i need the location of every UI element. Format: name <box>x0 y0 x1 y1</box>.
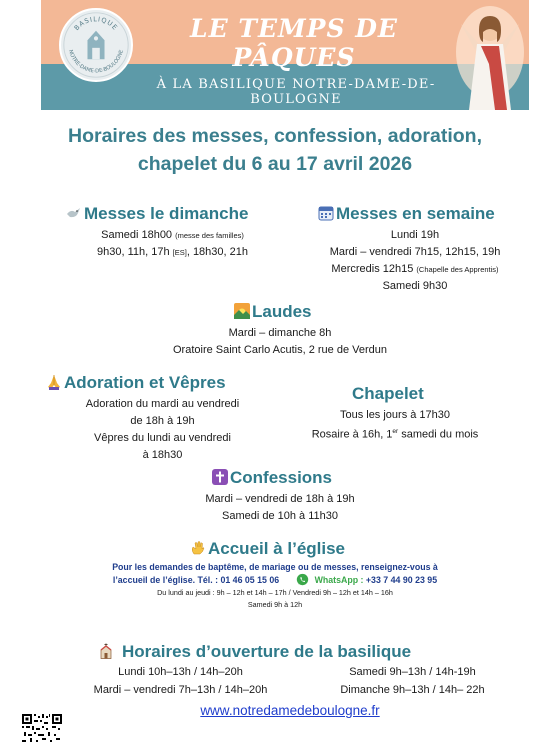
confessions-line-1: Mardi – vendredi de 18h à 19h <box>205 493 355 505</box>
ouverture-title: Horaires d’ouverture de la basilique <box>122 642 412 661</box>
svg-text:NOTRE-DAME-DE-BOULOGNE: NOTRE-DAME-DE-BOULOGNE <box>67 49 125 75</box>
calendar-icon <box>318 205 334 221</box>
church-icon <box>98 643 114 659</box>
chapelet-line-2-sup: er <box>392 428 399 435</box>
ouverture-row-2-left: Mardi – vendredi 7h–13h / 14h–20h <box>93 684 268 696</box>
messes-semaine-line-3 <box>300 261 530 278</box>
section-title-messes-semaine <box>318 204 495 224</box>
section-title-laudes <box>234 302 312 322</box>
section-title-confessions <box>212 468 332 488</box>
confessions-title: Confessions <box>230 468 333 487</box>
messes-dimanche-line-2-note: [ES] <box>172 248 187 257</box>
risen-christ-illustration <box>455 4 525 110</box>
messes-dimanche-title: Messes le dimanche <box>84 204 249 223</box>
section-title-messes-dimanche <box>66 204 248 224</box>
messes-dimanche-line-1-note: (messe des familles) <box>175 231 244 240</box>
messes-semaine-line-2: Mardi – vendredi 7h15, 12h15, 19h <box>329 246 501 258</box>
chapelet-line-2-text-b: samedi du mois <box>398 428 479 441</box>
section-title-accueil <box>190 539 345 559</box>
accueil-line-1: Pour les demandes de baptême, de mariage ou de messes, renseignez-vous à <box>112 562 438 572</box>
website-link[interactable]: www.notredamedeboulogne.fr <box>200 703 380 718</box>
adoration-line-4: à 18h30 <box>142 449 183 461</box>
ouverture-row-1-left: Lundi 10h–13h / 14h–20h <box>118 666 243 678</box>
whatsapp-icon <box>296 573 309 586</box>
messes-semaine-title: Messes en semaine <box>336 204 495 223</box>
cross-icon <box>212 469 228 485</box>
section-title-adoration <box>46 373 226 393</box>
messes-dimanche-line-1 <box>60 227 285 244</box>
adoration-line-2: de 18h à 19h <box>130 415 195 427</box>
chapelet-line-2 <box>290 424 500 443</box>
messes-semaine-line-3-note: (Chapelle des Apprentis) <box>416 265 499 274</box>
confessions-line-2: Samedi de 10h à 11h30 <box>222 510 338 522</box>
laudes-title: Laudes <box>252 302 312 321</box>
chapelet-title: Chapelet <box>352 384 424 403</box>
svg-text:BASILIQUE: BASILIQUE <box>72 15 120 33</box>
basilica-seal-logo <box>59 8 133 82</box>
accueil-line-3: Du lundi au jeudi : 9h – 12h et 14h – 17h / Vendredi 9h – 12h et 14h – 16h <box>157 588 393 597</box>
messes-semaine-line-4: Samedi 9h30 <box>382 280 448 292</box>
messes-dimanche-line-2-text-b: , 18h30, 21h <box>186 246 248 258</box>
adoration-title: Adoration et Vêpres <box>64 373 226 392</box>
section-title-ouverture <box>98 642 411 662</box>
sunrise-icon <box>234 303 250 319</box>
laudes-line-2: Oratoire Saint Carlo Acutis, 2 rue de Verdun <box>172 344 387 356</box>
adoration-line-1: Adoration du mardi au vendredi <box>85 398 240 410</box>
chapelet-line-1: Tous les jours à 17h30 <box>339 409 451 421</box>
headline-line-2: chapelet du 6 au 17 avril 2026 <box>137 153 413 175</box>
ouverture-row-1-right: Samedi 9h–13h / 14h-19h <box>349 666 476 678</box>
whatsapp-number: +33 7 44 90 23 95 <box>365 575 438 585</box>
banner-title: LE TEMPS DE PÂQUES <box>190 14 398 72</box>
accueil-line-2 <box>60 573 490 587</box>
chapelet-line-2-text: Rosaire à 16h, 1 <box>311 428 393 441</box>
waving-hand-icon <box>190 540 206 556</box>
adoration-line-3: Vêpres du lundi au vendredi <box>94 432 231 444</box>
headline-line-1: Horaires des messes, confession, adoration, <box>68 125 482 147</box>
praying-hands-icon <box>46 374 62 390</box>
messes-dimanche-line-2-text: 9h30, 11h, 17h <box>96 246 173 258</box>
ouverture-row-2-right: Dimanche 9h–13h / 14h– 22h <box>340 684 485 696</box>
messes-dimanche-line-1-text: Samedi 18h00 <box>101 229 176 241</box>
dove-icon <box>66 205 82 221</box>
header-banner <box>41 0 529 110</box>
laudes-line-1: Mardi – dimanche 8h <box>228 327 332 339</box>
messes-semaine-line-1: Lundi 19h <box>390 229 440 241</box>
messes-semaine-line-3-text: Mercredis 12h15 <box>331 263 417 275</box>
accueil-details <box>60 561 490 611</box>
banner-subtitle: À LA BASILIQUE NOTRE-DAME-DE-BOULOGNE <box>156 77 436 107</box>
messes-dimanche-line-2 <box>60 244 285 261</box>
accueil-phone: l’accueil de l’église. Tél. : 01 46 05 15 06 <box>112 575 280 585</box>
accueil-line-4: Samedi 9h à 12h <box>247 600 303 609</box>
qr-code <box>22 714 62 744</box>
accueil-title: Accueil à l’église <box>208 539 346 558</box>
whatsapp-label: WhatsApp : <box>314 575 366 585</box>
page-headline <box>30 122 520 178</box>
